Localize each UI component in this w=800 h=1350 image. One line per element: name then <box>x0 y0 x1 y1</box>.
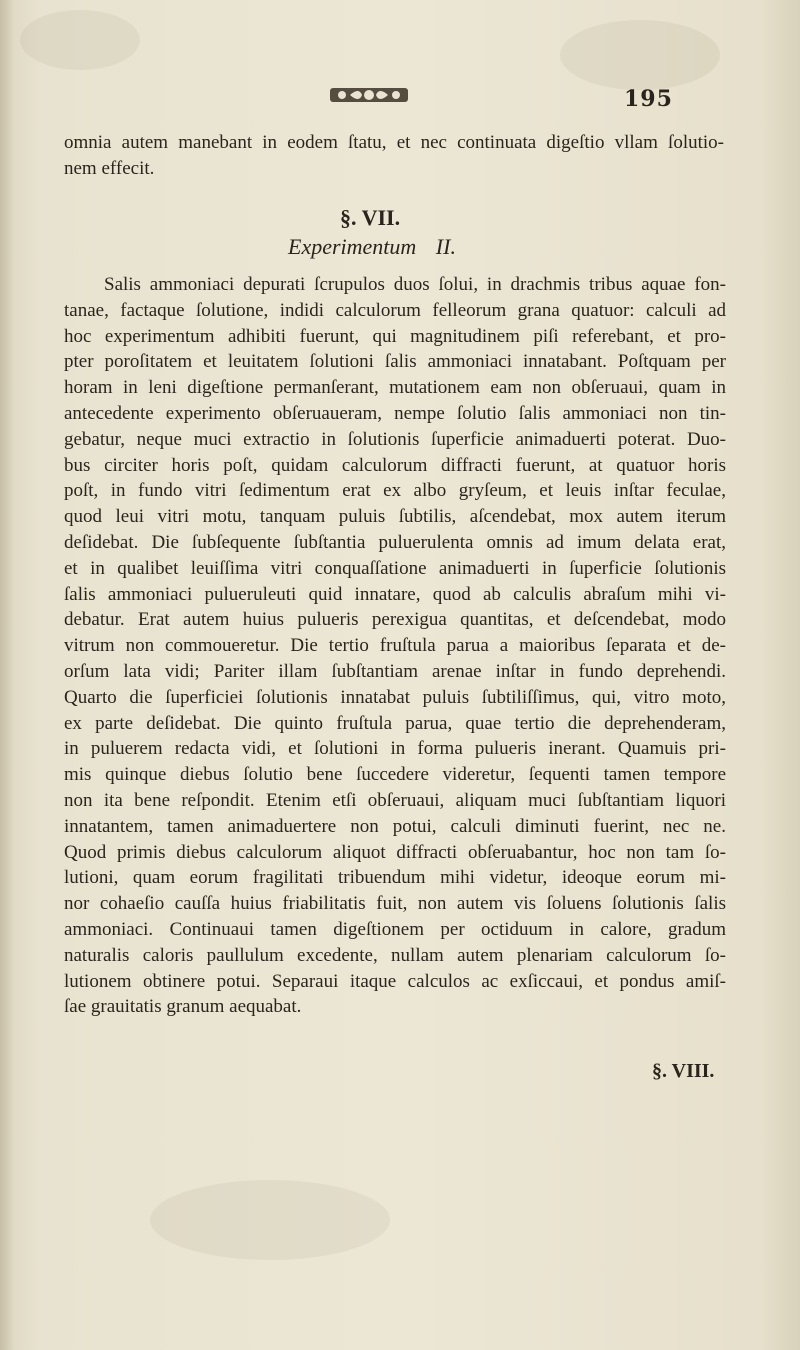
text-line: hoc experimentum adhibiti fuerunt, qui magnitudinem piſi referebant, et pro- <box>64 325 726 347</box>
text-line: debatur. Erat autem huius pulueris perexigua quantitas, et deſcendebat, modo <box>64 609 726 631</box>
text-line: omnia autem manebant in eodem ſtatu, et nec continuata digeſtio vllam ſolutio- <box>64 132 724 153</box>
text-line: nem effecit. <box>64 158 155 179</box>
text-line: ſae grauitatis granum aequabat. <box>64 996 302 1018</box>
text-line: innatantem, tamen animaduertere non potui, calculi diminuti fuerint, nec ne. <box>64 815 726 837</box>
text-line: non ita bene reſpondit. Etenim etſi obſeruaui, aliquam muci ſubſtantiam liquori <box>64 789 726 811</box>
text-line: deſidebat. Die ſubſequente ſubſtantia puluerulenta omnis ad imum delata erat, <box>64 531 726 553</box>
carryover-paragraph <box>64 130 724 182</box>
text-line: ammoniaci. Continuaui tamen digeſtionem per octiduum in calore, gradum <box>64 918 726 940</box>
catchword: §. VIII. <box>652 1060 715 1082</box>
text-line: gebatur, neque muci extractio in ſolutionis ſuperficie animaduerti poterat. Duo- <box>64 428 726 450</box>
text-line: ſalis ammoniaci pulueruleuti quid innatare, quod ab calculis abraſum mihi vi- <box>64 583 726 605</box>
text-line: Quarto die ſuperficiei ſolutionis innatabat puluis ſubtiliſſimus, qui, vitro moto, <box>64 686 726 708</box>
paper-stain <box>20 10 140 70</box>
section-heading: §. VII. <box>340 205 401 230</box>
text-line: et in qualibet leuiſſima vitri conquaſſatione animaduerti in ſuperficie ſolutionis <box>64 557 726 579</box>
text-line: Salis ammoniaci depurati ſcrupulos duos ſolui, in drachmis tribus aquae fon- <box>104 274 726 295</box>
text-line: horam in leni digeſtione permanſerant, mutationem eam non obſeruaui, quam in <box>64 377 726 399</box>
experiment-heading: Experimentum II. <box>288 234 456 259</box>
text-line: tanae, factaque ſolutione, indidi calculorum felleorum grana quatuor: calculi ad <box>64 299 726 321</box>
text-line: naturalis caloris paullulum excedente, nullam autem plenariam calculorum ſo- <box>64 944 726 966</box>
body-paragraph <box>64 272 726 1020</box>
headpiece-ornament-icon <box>328 84 410 106</box>
text-line: bus circiter horis poſt, quidam calculorum diffracti fuerunt, at quatuor horis <box>64 454 726 476</box>
text-line: Quod primis diebus calculorum aliquot diffracti obſeruabantur, hoc non tam ſo- <box>64 841 726 863</box>
text-line: poſt, in fundo vitri ſedimentum erat ex albo gryſeum, et leuis inſtar feculae, <box>64 480 726 502</box>
text-line: mis quinque diebus ſolutio bene ſuccedere videretur, ſequenti tamen tempore <box>64 764 726 786</box>
paper-stain <box>150 1180 390 1260</box>
text-line: antecedente experimento obſeruaueram, nempe ſolutio ſalis ammoniaci non tin- <box>64 402 726 424</box>
text-line: quod leui vitri motu, tanquam puluis ſubtilis, aſcendebat, mox autem iterum <box>64 506 726 528</box>
text-line: pter poroſitatem et leuitatem ſolutioni ſalis ammoniaci innatabant. Poſtquam per <box>64 351 726 373</box>
page-number: 195 <box>624 86 673 112</box>
text-line: vitrum non commoueretur. Die tertio fruſtula parua a maioribus ſeparata et de- <box>64 635 726 657</box>
text-line: orſum lata vidi; Pariter illam ſubſtantiam arenae inſtar in fundo deprehendi. <box>64 660 726 682</box>
text-line: ex parte deſidebat. Die quinto fruſtula parua, quae tertio die deprehenderam, <box>64 712 726 734</box>
text-line: in puluerem redacta vidi, et ſolutioni in forma pulueris inerant. Quamuis pri- <box>64 738 726 760</box>
paper-stain <box>560 20 720 90</box>
text-line: lutionem obtinere potui. Separaui itaque calculos ac exſiccaui, et pondus amiſ- <box>64 970 726 992</box>
text-line: lutioni, quam eorum fragilitati tribuendum mihi videtur, ideoque eorum mi- <box>64 867 726 889</box>
text-line: nor cohaeſio cauſſa huius friabilitatis fuit, non autem vis ſoluens ſolutionis ſalis <box>64 893 726 915</box>
